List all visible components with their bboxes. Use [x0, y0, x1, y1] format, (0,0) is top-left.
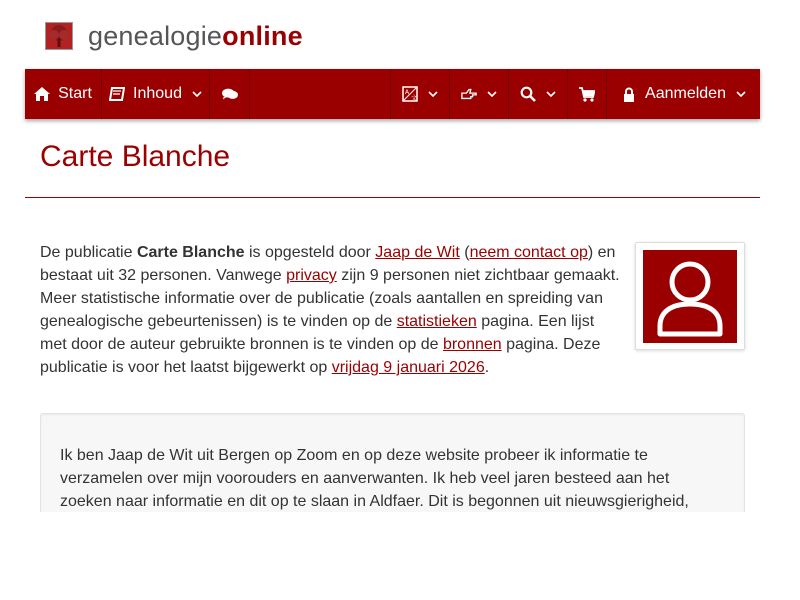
page-title: Carte Blanche — [40, 140, 231, 173]
intro-text-7: pagina. Deze publicatie is voor het laatst bijgewerkt op — [40, 336, 601, 376]
intro-text-1: De publicatie — [40, 244, 137, 261]
chevron-down-icon — [192, 87, 202, 101]
intro-text-5: zijn 9 personen niet zichtbaar gemaakt. Meer statistische informatie over de publicatie (zoals aantallen en spreiding van genealogische gebeurtenissen) is te vinden op de — [40, 267, 620, 330]
nav-forum[interactable] — [210, 69, 250, 119]
page-bottom-cutoff — [0, 512, 800, 600]
home-icon — [34, 86, 50, 102]
language-icon — [402, 86, 418, 102]
intro-text-3: ( — [459, 244, 470, 261]
last-updated-link[interactable]: vrijdag 9 januari 2026 — [331, 359, 485, 376]
brand-part-2: online — [222, 20, 303, 51]
intro-text-4: ) en bestaat uit 32 personen. Vanwege — [40, 244, 616, 284]
contact-link[interactable]: neem contact op — [469, 244, 588, 261]
site-header — [45, 18, 303, 54]
main-navbar — [25, 69, 760, 119]
chevron-down-icon — [428, 87, 438, 101]
nav-aanmelden-dropdown[interactable] — [607, 69, 760, 119]
publication-intro — [40, 241, 625, 379]
author-description: Ik ben Jaap de Wit uit Bergen op Zoom en op deze website probeer ik informatie te verzamelen over mijn voorouders en aanverwanten. Ik heb veel jaren besteed aan het zoeken naar informatie en dit op te slaan in Aldfaer. Dit is begonnen uit nieuwsgierigheid, — [60, 447, 689, 510]
search-icon — [520, 86, 536, 102]
brand-part-1: genealogie — [88, 20, 223, 51]
nav-aanmelden-label: Aanmelden — [645, 85, 726, 102]
intro-text-6: pagina. Een lijst met door de auteur gebruikte bronnen is te vinden op de — [40, 313, 595, 353]
chevron-down-icon — [546, 87, 556, 101]
comments-icon — [222, 86, 238, 102]
publication-name: Carte Blanche — [136, 244, 245, 261]
title-divider — [25, 197, 760, 198]
nav-shop[interactable] — [568, 69, 607, 119]
lock-icon — [621, 86, 637, 102]
site-logo-text[interactable] — [88, 21, 303, 52]
nav-start[interactable] — [25, 69, 102, 119]
chevron-down-icon — [487, 87, 497, 101]
intro-text-2: is opgesteld door — [244, 244, 376, 261]
nav-inhoud-label: Inhoud — [133, 85, 182, 102]
nav-language-dropdown[interactable] — [390, 69, 450, 119]
nav-share-dropdown[interactable] — [450, 69, 509, 119]
tree-logo-icon[interactable] — [45, 22, 73, 50]
author-avatar-frame[interactable] — [635, 242, 745, 350]
author-link[interactable]: Jaap de Wit — [375, 244, 460, 261]
chevron-down-icon — [736, 87, 746, 101]
intro-text-8: . — [484, 359, 490, 376]
book-icon — [109, 86, 125, 102]
svg-text:A: A — [405, 89, 410, 96]
svg-text:文: 文 — [411, 95, 418, 102]
user-avatar-icon — [643, 250, 737, 343]
nav-search-dropdown[interactable] — [509, 69, 568, 119]
privacy-link[interactable]: privacy — [286, 267, 337, 284]
shopping-cart-icon — [579, 86, 595, 102]
sources-link[interactable]: bronnen — [442, 336, 502, 353]
nav-start-label: Start — [58, 85, 92, 102]
nav-spacer — [250, 69, 390, 119]
hand-pointer-icon — [461, 86, 477, 102]
nav-inhoud-dropdown[interactable] — [102, 69, 210, 119]
statistics-link[interactable]: statistieken — [396, 313, 477, 330]
